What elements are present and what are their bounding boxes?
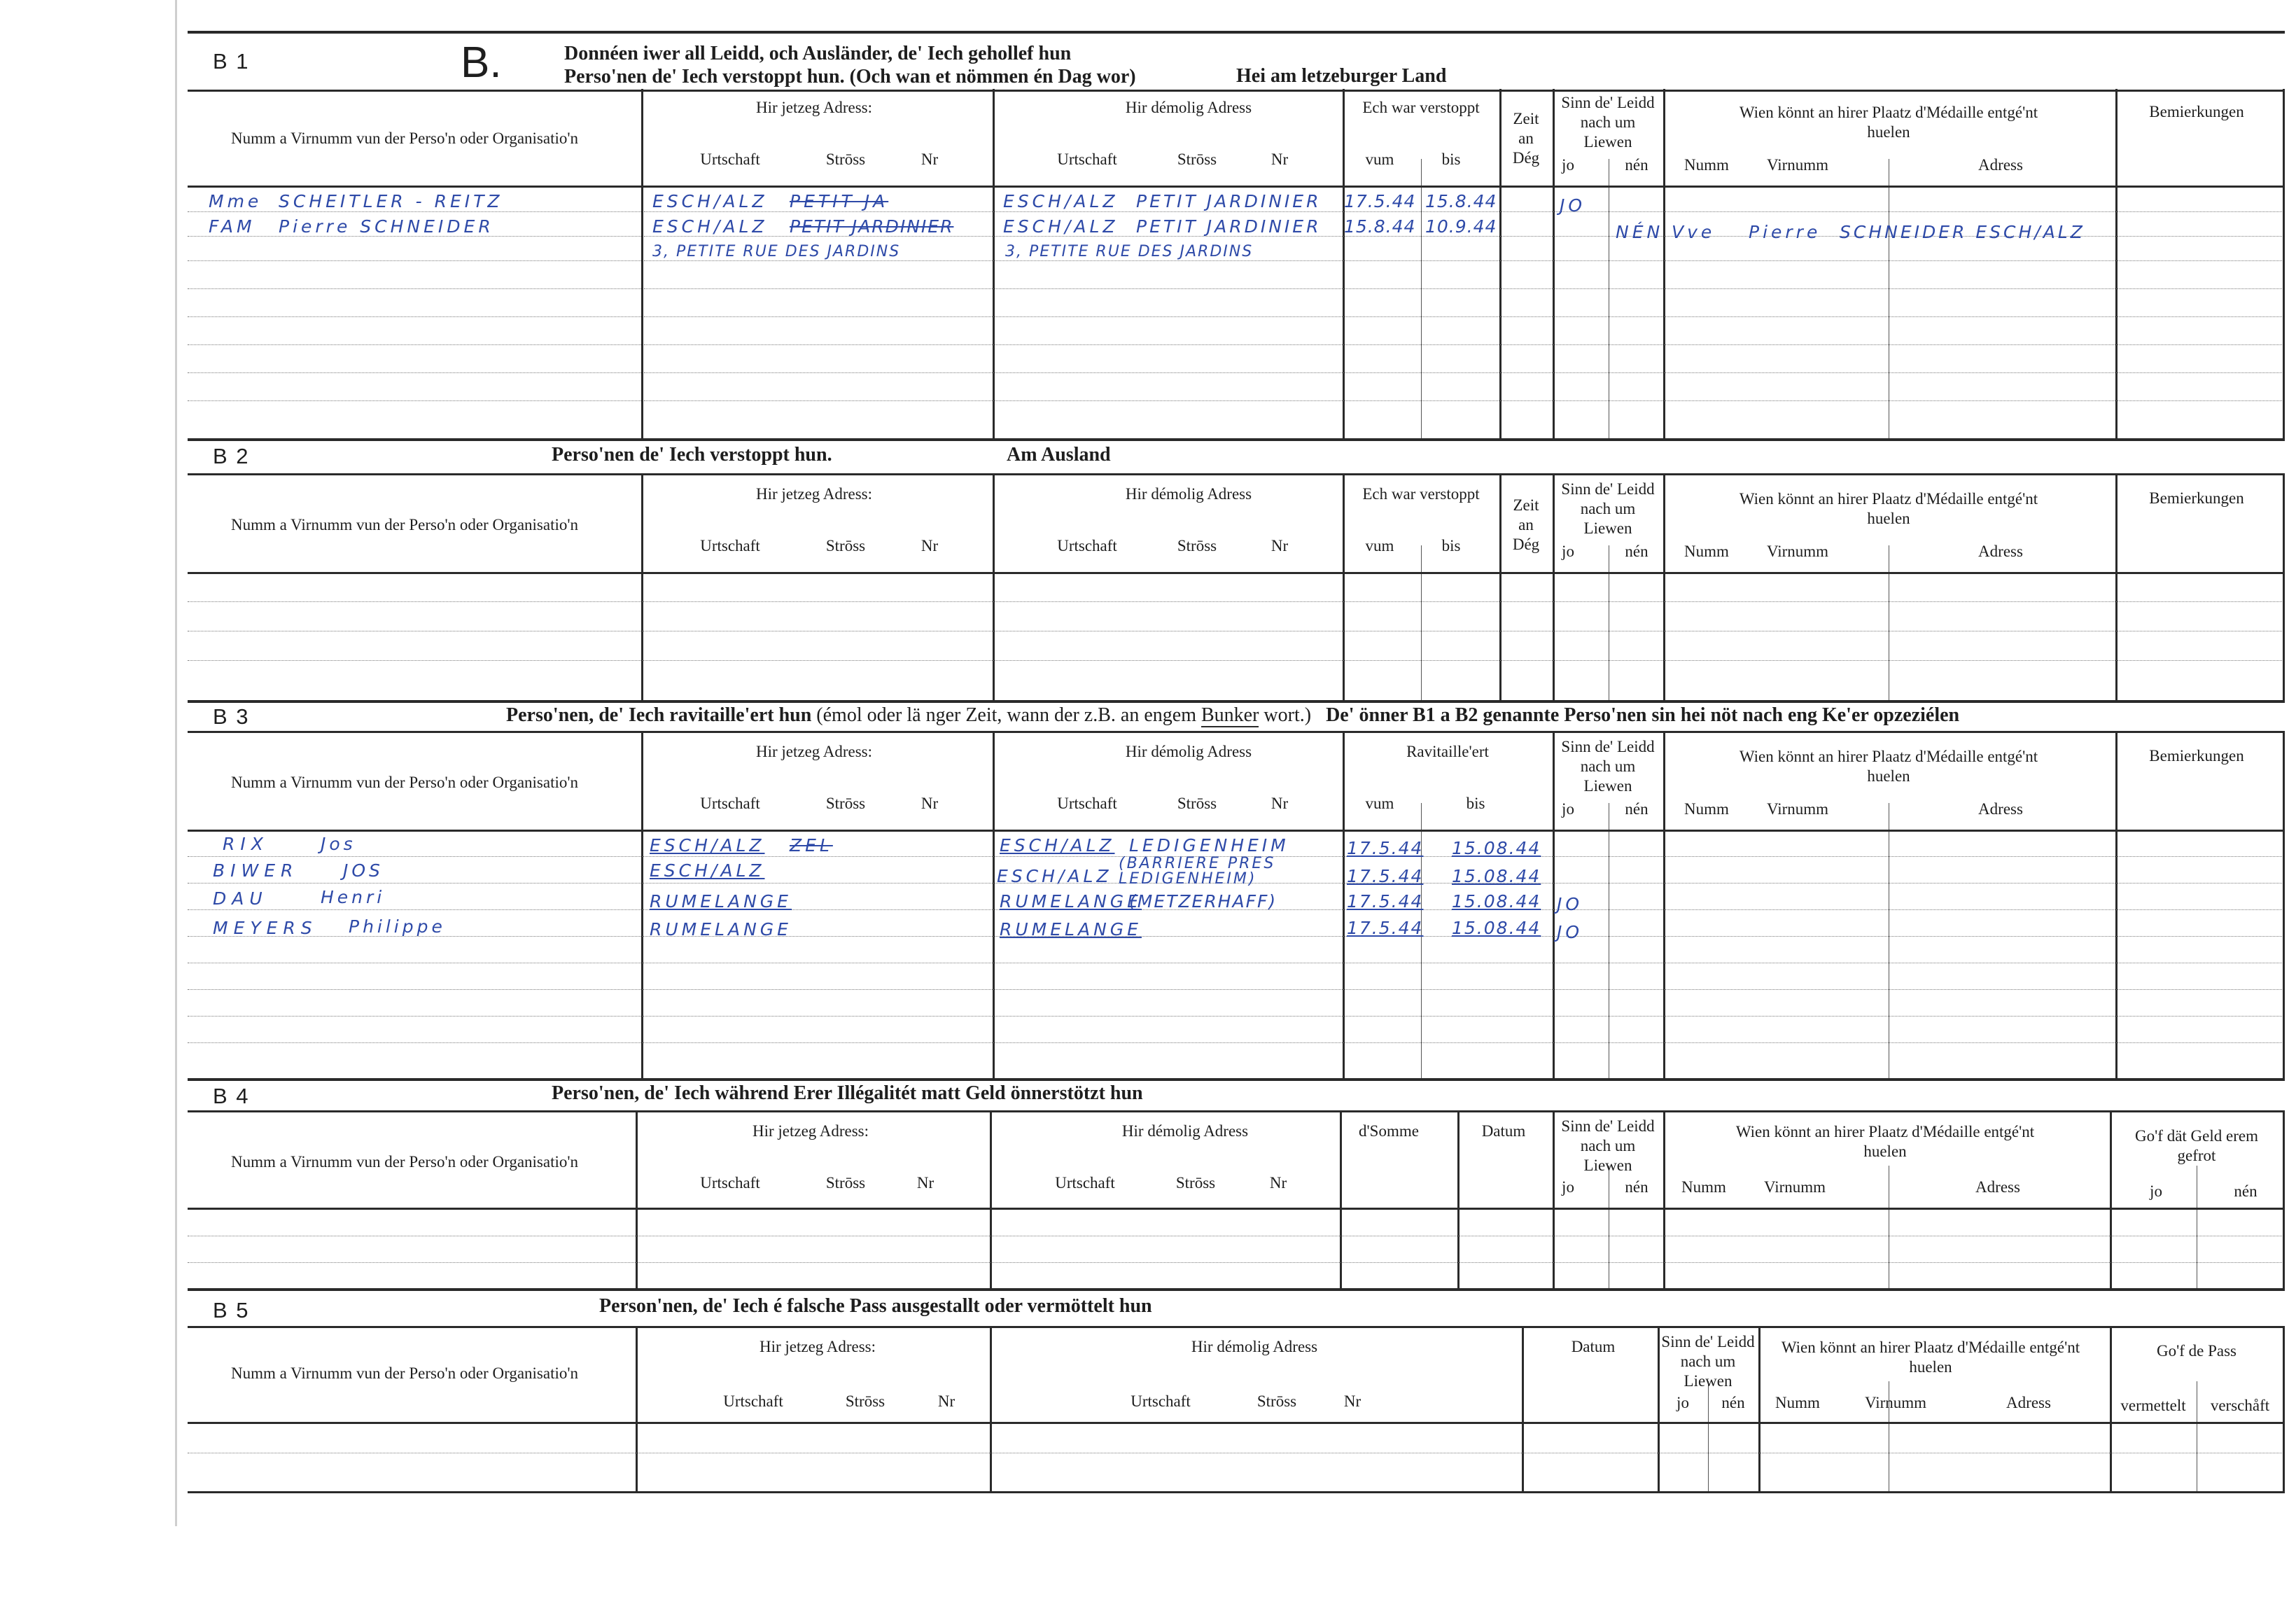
section-b2-title: Perso'nen de' Iech verstoppt hun.: [552, 444, 832, 466]
b3-header-vum: vum: [1365, 795, 1394, 812]
section-b5-id: B 5: [213, 1298, 250, 1322]
section-b2-table: [188, 475, 2285, 703]
b2-header-deg: Dég: [1512, 536, 1540, 553]
b2-header-name: Numm a Virnumm vun der Perso'n oder Organisatio'n: [230, 516, 579, 533]
b4-header-somme: d'Somme: [1359, 1122, 1419, 1140]
b3-row1-bis: 15.08.44: [1452, 838, 1541, 858]
b3-row3-current-place: RUMELANGE: [650, 891, 792, 912]
b2-header-virnumm: Virnumm: [1766, 543, 1829, 560]
b4-header-nen: nén: [1625, 1178, 1648, 1196]
b1-row2-former-street: PETIT JARDINIER: [1136, 216, 1322, 237]
b2-header-medal: Wien könnt an hirer Plaatz d'Médaille entgé'nt huelen: [1739, 490, 2038, 527]
b3-row4-vum: 17.5.44: [1347, 918, 1424, 938]
b4-header-jo: jo: [1562, 1178, 1574, 1196]
section-b3-title-paren: (émol oder lä nger Zeit, wann der z.B. an engem: [816, 704, 1196, 726]
section-b3-title-wort: wort.): [1264, 704, 1312, 726]
header-urtschaft-old: Urtschaft: [1057, 151, 1117, 168]
b5-header-urtschaft-old: Urtschaft: [1130, 1392, 1191, 1410]
section-b1: [188, 31, 2285, 438]
header-adress: Adress: [1978, 156, 2023, 174]
b3-header-name: Numm a Virnumm vun der Perso'n oder Organisatio'n: [230, 774, 579, 791]
header-nr-old: Nr: [1270, 151, 1289, 168]
b1-row1-vum: 17.5.44: [1344, 191, 1416, 211]
b3-row2-firstname: JOS: [343, 860, 384, 881]
b3-row4-bis: 15.08.44: [1452, 918, 1541, 938]
b3-header-medal: Wien könnt an hirer Plaatz d'Médaille entgé'nt huelen: [1739, 748, 2038, 785]
b1-row2-medal-virnumm: Pierre: [1749, 222, 1821, 242]
header-stross: Strōss: [825, 151, 866, 168]
section-b3-title-row: [188, 700, 2285, 733]
b4-header-alive: Sinn de' Leidd nach um Liewen: [1561, 1117, 1655, 1174]
section-b3-id: B 3: [213, 704, 250, 729]
b1-row2-nen: NÉN: [1616, 222, 1664, 242]
section-b3-table: [188, 733, 2285, 1081]
section-b4-table: [188, 1112, 2285, 1291]
header-stross-old: Strōss: [1177, 151, 1217, 168]
b5-header-nr-old: Nr: [1343, 1392, 1362, 1410]
b1-extra-former-address: 3, PETITE RUE DES JARDINS: [1005, 243, 1254, 260]
section-b3-title: [506, 704, 1959, 727]
section-b1-title: [564, 42, 1136, 88]
header-numm: Numm: [1684, 156, 1729, 174]
section-b3-title-note: De' önner B1 a B2 genannte Perso'nen sin hei nöt nach eng Ke'er opzeziélen: [1326, 704, 1960, 726]
section-b3-title-main: Perso'nen, de' Iech ravitaille'ert hun: [506, 704, 812, 726]
section-b3: [188, 700, 2285, 1078]
b5-header-vermettelt: vermettelt: [2120, 1397, 2186, 1414]
b5-header-former-address: Hir démolig Adress: [1191, 1338, 1318, 1355]
b1-row2-vum: 15.8.44: [1344, 216, 1416, 237]
b1-row2-current-place: ESCH/ALZ: [652, 216, 768, 237]
b5-header-verschaft: verschåft: [2210, 1397, 2270, 1414]
b5-header-nr: Nr: [937, 1392, 955, 1410]
b3-row1-firstname: Jos: [321, 834, 356, 854]
section-b4-title-row: [188, 1078, 2285, 1112]
b4-header-gof: Go'f dät Geld erem gefrot: [2135, 1127, 2258, 1164]
b1-row1-current-street: PETIT JA: [790, 191, 889, 211]
header-zeit: Zeit: [1513, 110, 1539, 127]
b5-header-stross: Strōss: [845, 1392, 886, 1410]
b1-row1-former-place: ESCH/ALZ: [1003, 191, 1119, 211]
b4-header-numm: Numm: [1681, 1178, 1726, 1196]
header-hidden: Ech war verstoppt: [1362, 99, 1480, 116]
section-b4-id: B 4: [213, 1084, 250, 1108]
b3-header-adress: Adress: [1978, 800, 2023, 818]
b3-header-nr: Nr: [920, 795, 939, 812]
section-b4-title: Perso'nen, de' Iech während Erer Illégalitét matt Geld önnerstötzt hun: [552, 1082, 1143, 1104]
b1-row2-name-prefix: FAM: [209, 216, 255, 237]
b4-header-nr: Nr: [916, 1174, 934, 1192]
b3-row3-bis: 15.08.44: [1452, 891, 1541, 912]
b1-row1-name-prefix: Mme: [209, 191, 262, 211]
b4-header-gof-nen: nén: [2234, 1182, 2258, 1200]
section-b2: [188, 438, 2285, 700]
section-b2-land: Am Ausland: [1007, 444, 1111, 466]
section-b1-letter: B.: [461, 39, 502, 87]
b5-header-adress: Adress: [2006, 1394, 2051, 1411]
b4-header-datum: Datum: [1481, 1122, 1526, 1140]
b3-row2-bis: 15.08.44: [1452, 866, 1541, 886]
b2-header-urtschaft: Urtschaft: [700, 537, 760, 554]
header-vum: vum: [1365, 151, 1394, 168]
section-b5: [188, 1288, 2285, 1491]
b2-header-nr: Nr: [920, 537, 939, 554]
b3-header-virnumm: Virnumm: [1766, 800, 1829, 818]
b1-row1-jo: JO: [1560, 195, 1586, 216]
section-b3-title-bunker: Bunker: [1200, 704, 1259, 726]
b2-header-stross: Strōss: [825, 537, 866, 554]
section-b2-title-row: [188, 438, 2285, 475]
header-remarks: Bemierkungen: [2149, 103, 2244, 120]
b3-header-alive: Sinn de' Leidd nach um Liewen: [1561, 738, 1655, 795]
header-deg: Dég: [1512, 149, 1540, 167]
b1-row2-medal-adress: SCHNEIDER ESCH/ALZ: [1840, 222, 2085, 242]
b1-row2-medal-numm: Vve: [1672, 222, 1716, 242]
b3-row3-firstname: Henri: [321, 887, 386, 907]
b2-header-adress: Adress: [1978, 543, 2023, 560]
header-alive: Sinn de' Leidd nach um Liewen: [1561, 94, 1655, 151]
section-b1-title-line2: Perso'nen de' Iech verstoppt hun. (Och wan et nömmen én Dag wor): [564, 66, 1136, 88]
b4-header-virnumm: Virnumm: [1763, 1178, 1826, 1196]
b5-header-virnumm: Virnumm: [1864, 1394, 1927, 1411]
b3-row1-vum: 17.5.44: [1347, 838, 1424, 858]
b1-row2-bis: 10.9.44: [1425, 216, 1497, 237]
b4-header-adress: Adress: [1975, 1178, 2020, 1196]
header-virnumm: Virnumm: [1766, 156, 1829, 174]
b3-row3-former-place: RUMELANGE: [1000, 891, 1142, 912]
b1-row2-former-place: ESCH/ALZ: [1003, 216, 1119, 237]
b3-row2-former-street: (BARRIERE PRES LEDIGENHEIM): [1119, 855, 1276, 888]
b3-row1-current-place: ESCH/ALZ: [650, 835, 765, 856]
b5-header-gof: Go'f de Pass: [2156, 1342, 2237, 1360]
b3-header-former-address: Hir démolig Adress: [1125, 743, 1252, 760]
b3-header-ravitailleert: Ravitaille'ert: [1406, 743, 1489, 760]
b3-header-numm: Numm: [1684, 800, 1729, 818]
b2-header-former-address: Hir démolig Adress: [1125, 485, 1252, 503]
b3-row1-current-street: ZEL: [790, 835, 833, 856]
b4-header-gof-jo: jo: [2150, 1182, 2162, 1200]
b3-row1-surname: RIX: [223, 834, 269, 854]
b1-row1-name: SCHEITLER - REITZ: [279, 191, 503, 211]
b5-header-jo: jo: [1676, 1394, 1689, 1411]
b2-header-hidden: Ech war verstoppt: [1362, 485, 1480, 503]
page-edge: [175, 0, 177, 1526]
header-an: an: [1518, 130, 1534, 147]
b4-header-nr-old: Nr: [1269, 1174, 1287, 1192]
b3-row2-former-place: ESCH/ALZ: [997, 866, 1112, 886]
b3-row1-former-place: ESCH/ALZ: [1000, 835, 1115, 856]
b3-header-remarks: Bemierkungen: [2149, 747, 2244, 764]
b5-header-medal: Wien könnt an hirer Plaatz d'Médaille entgé'nt huelen: [1781, 1339, 2080, 1376]
b3-header-jo: jo: [1562, 800, 1574, 818]
b3-row4-surname: MEYERS: [213, 918, 318, 938]
b4-header-stross: Strōss: [825, 1174, 866, 1192]
section-b1-table: [188, 89, 2285, 441]
header-former-address: Hir démolig Adress: [1125, 99, 1252, 116]
b3-header-urtschaft: Urtschaft: [700, 795, 760, 812]
section-b4: [188, 1078, 2285, 1288]
b5-header-alive: Sinn de' Leidd nach um Liewen: [1661, 1333, 1755, 1390]
b3-row4-current-place: RUMELANGE: [650, 919, 792, 940]
b5-header-numm: Numm: [1775, 1394, 1820, 1411]
b4-header-urtschaft-old: Urtschaft: [1055, 1174, 1115, 1192]
header-nen: nén: [1625, 156, 1648, 174]
b2-header-zeit: Zeit: [1513, 496, 1539, 514]
b3-header-nen: nén: [1625, 800, 1648, 818]
b3-row3-former-street: (METZERHAFF): [1129, 891, 1278, 912]
b2-header-remarks: Bemierkungen: [2149, 489, 2244, 507]
b2-header-jo: jo: [1562, 543, 1574, 560]
b3-row2-surname: BIWER: [213, 860, 299, 881]
b2-header-vum: vum: [1365, 537, 1394, 554]
b4-header-medal: Wien könnt an hirer Plaatz d'Médaille entgé'nt huelen: [1735, 1123, 2035, 1160]
section-b5-table: [188, 1328, 2285, 1493]
b1-row1-former-street: PETIT JARDINIER: [1136, 191, 1322, 211]
section-b2-id: B 2: [213, 444, 250, 468]
b2-header-stross-old: Strōss: [1177, 537, 1217, 554]
header-name: Numm a Virnumm vun der Perso'n oder Organisatio'n: [230, 130, 579, 147]
b3-header-stross-old: Strōss: [1177, 795, 1217, 812]
b3-row4-jo: JO: [1557, 922, 1583, 942]
b3-row3-vum: 17.5.44: [1347, 891, 1424, 912]
b5-header-datum: Datum: [1571, 1338, 1616, 1355]
section-b1-land: Hei am letzeburger Land: [1236, 65, 1447, 87]
b4-header-urtschaft: Urtschaft: [700, 1174, 760, 1192]
b5-header-urtschaft: Urtschaft: [723, 1392, 783, 1410]
header-medal: Wien könnt an hirer Plaatz d'Médaille entgé'nt huelen: [1739, 104, 2038, 141]
b1-row1-current-place: ESCH/ALZ: [652, 191, 768, 211]
b5-header-name: Numm a Virnumm vun der Perso'n oder Organisatio'n: [230, 1364, 579, 1382]
b3-row4-former-place: RUMELANGE: [1000, 919, 1142, 940]
header-bis: bis: [1441, 151, 1461, 168]
b2-header-bis: bis: [1441, 537, 1461, 554]
section-b1-title-row: [188, 31, 2285, 92]
b4-header-stross-old: Strōss: [1175, 1174, 1216, 1192]
b2-header-numm: Numm: [1684, 543, 1729, 560]
b4-header-name: Numm a Virnumm vun der Perso'n oder Organisatio'n: [230, 1153, 579, 1171]
section-b1-title-line1: Donnéen iwer all Leidd, och Ausländer, de' Iech gehollef hun: [564, 43, 1072, 64]
header-urtschaft: Urtschaft: [700, 151, 760, 168]
b1-row1-bis: 15.8.44: [1425, 191, 1497, 211]
header-nr: Nr: [920, 151, 939, 168]
b2-header-an: an: [1518, 516, 1534, 533]
b3-header-bis: bis: [1466, 795, 1485, 812]
b2-header-alive: Sinn de' Leidd nach um Liewen: [1561, 480, 1655, 537]
b1-row2-name: Pierre SCHNEIDER: [279, 216, 494, 237]
b5-header-stross-old: Strōss: [1256, 1392, 1297, 1410]
b3-header-urtschaft-old: Urtschaft: [1057, 795, 1117, 812]
b5-header-current-address: Hir jetzeg Adress:: [759, 1338, 876, 1355]
header-jo: jo: [1562, 156, 1574, 174]
b3-row2-current-place: ESCH/ALZ: [650, 860, 765, 881]
b3-row3-surname: DAU: [213, 888, 268, 909]
b3-row3-jo: JO: [1557, 894, 1583, 914]
b2-header-current-address: Hir jetzeg Adress:: [755, 485, 873, 503]
b4-header-current-address: Hir jetzeg Adress:: [752, 1122, 869, 1140]
b4-header-former-address: Hir démolig Adress: [1121, 1122, 1249, 1140]
b2-header-urtschaft-old: Urtschaft: [1057, 537, 1117, 554]
b1-extra-current-address: 3, PETITE RUE DES JARDINS: [652, 243, 901, 260]
b2-header-nr-old: Nr: [1270, 537, 1289, 554]
b1-row2-current-street: PETIT JARDINIER: [790, 216, 954, 237]
b3-header-nr-old: Nr: [1270, 795, 1289, 812]
b3-row2-vum: 17.5.44: [1347, 866, 1424, 886]
section-b5-title-row: [188, 1288, 2285, 1328]
b3-header-stross: Strōss: [825, 795, 866, 812]
b3-row1-former-street: LEDIGENHEIM: [1129, 835, 1289, 856]
b5-header-nen: nén: [1721, 1394, 1745, 1411]
section-b1-id: B 1: [213, 49, 250, 74]
section-b5-title: Person'nen, de' Iech é falsche Pass ausgestallt oder vermöttelt hun: [599, 1295, 1152, 1317]
header-current-address: Hir jetzeg Adress:: [755, 99, 873, 116]
b3-header-current-address: Hir jetzeg Adress:: [755, 743, 873, 760]
b3-row4-firstname: Philippe: [349, 916, 446, 937]
b2-header-nen: nén: [1625, 543, 1648, 560]
